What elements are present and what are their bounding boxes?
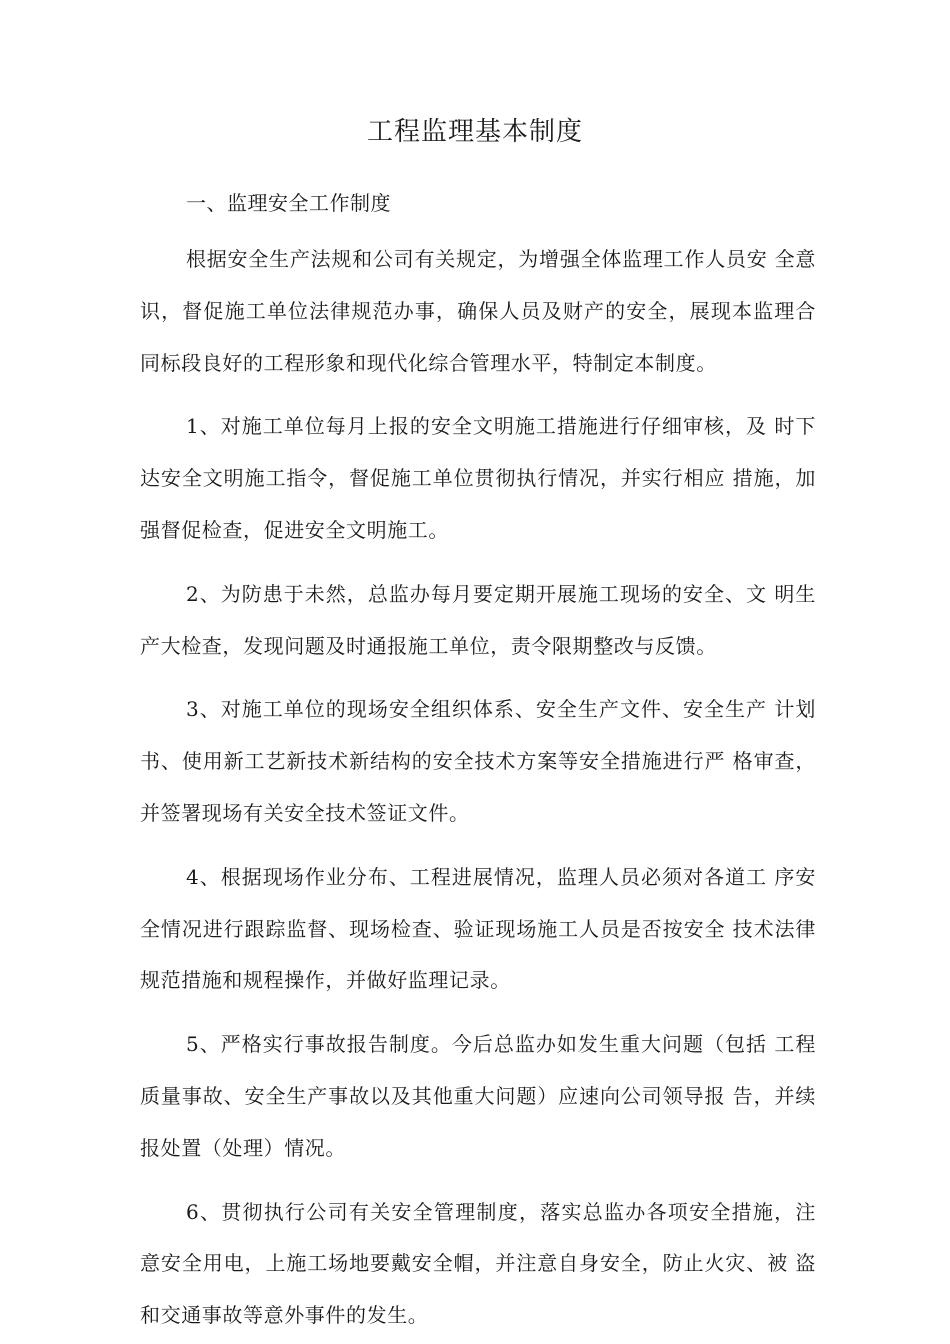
paragraph-item-3: 3、对施工单位的现场安全组织体系、安全生产文件、安全生产 计划书、使用新工艺新技术新结构的安全技术方案等安全措施进行严 格审查，并签署现场有关安全技术签证文件。 (140, 697, 816, 825)
page-title: 工程监理基本制度 (366, 117, 583, 147)
paragraph-intro: 根据安全生产法规和公司有关规定，为增强全体监理工作人员安 全意识，督促施工单位法律规范办事，确保人员及财产的安全，展现本监理合同标段良好的工程形象和现代化综合管理水平，特制定本制度。 (140, 247, 816, 375)
paragraph-item-5: 5、严格实行事故报告制度。今后总监办如发生重大问题（包括 工程质量事故、安全生产事故以及其他重大问题）应速向公司领导报 告，并续报处置（处理）情况。 (140, 1032, 816, 1160)
section-heading: 一、监理安全工作制度 (186, 191, 391, 215)
paragraph-item-2: 2、为防患于未然，总监办每月要定期开展施工现场的安全、文 明生产大检查，发现问题及时通报施工单位，责令限期整改与反馈。 (140, 581, 816, 658)
paragraph-item-6: 6、贯彻执行公司有关安全管理制度，落实总监办各项安全措施，注意安全用电，上施工场地要戴安全帽，并注意自身安全，防止火灾、被 盗和交通事故等意外事件的发生。 (140, 1199, 816, 1328)
paragraph-item-4: 4、根据现场作业分布、工程进展情况，监理人员必须对各道工 序安全情况进行跟踪监督、现场检查、验证现场施工人员是否按安全 技术法律规范措施和规程操作，并做好监理记录。 (140, 864, 816, 993)
document-body (140, 184, 816, 1342)
paragraph-item-1: 1、对施工单位每月上报的安全文明施工措施进行仔细审核，及 时下达安全文明施工指令，督促施工单位贯彻执行情况，并实行相应 措施，加强督促检查，促进安全文明施工。 (140, 414, 816, 542)
